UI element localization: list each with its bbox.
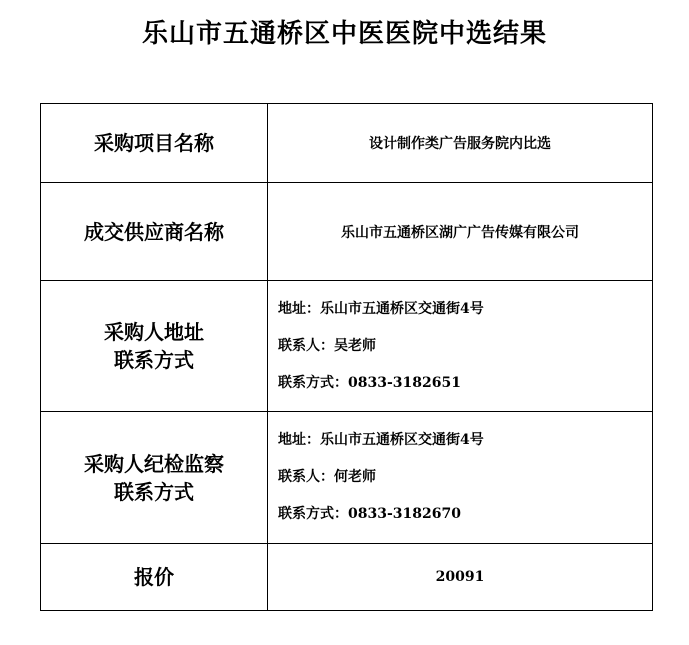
project-name-value: 设计制作类广告服务院内比选 xyxy=(268,104,653,183)
discipline-contact-person: 联系人：何老师 xyxy=(278,469,376,485)
purchaser-contact-label xyxy=(41,281,268,412)
table-row-purchaser-contact xyxy=(41,281,653,412)
discipline-address: 地址：乐山市五通桥区交通街4号 xyxy=(278,432,484,448)
table-row-price xyxy=(41,544,653,611)
purchaser-address: 地址：乐山市五通桥区交通街4号 xyxy=(278,300,484,317)
purchaser-contact-label-line2: 联系方式 xyxy=(114,348,194,372)
discipline-contact-label-line2: 联系方式 xyxy=(114,479,194,504)
purchaser-contact-label-line1: 采购人地址 xyxy=(104,320,204,344)
discipline-contact-value xyxy=(268,412,653,544)
discipline-contact-label-line1: 采购人纪检监察 xyxy=(84,451,224,476)
purchaser-contact-value xyxy=(268,281,653,412)
project-name-label: 采购项目名称 xyxy=(41,104,268,183)
result-table xyxy=(40,103,653,611)
price-value: 20091 xyxy=(268,544,653,611)
table-row-project-name xyxy=(41,104,653,183)
table-row-discipline-contact xyxy=(41,412,653,544)
table-row-supplier xyxy=(41,183,653,281)
supplier-value: 乐山市五通桥区湖广广告传媒有限公司 xyxy=(268,183,653,281)
page-title: 乐山市五通桥区中医医院中选结果 xyxy=(141,19,547,49)
discipline-contact-label xyxy=(41,412,268,544)
purchaser-contact-person: 联系人：吴老师 xyxy=(278,337,376,354)
price-label: 报价 xyxy=(41,544,268,611)
purchaser-phone: 联系方式：0833-3182651 xyxy=(278,374,461,391)
discipline-phone: 联系方式：0833-3182670 xyxy=(278,506,461,522)
supplier-label: 成交供应商名称 xyxy=(41,183,268,281)
